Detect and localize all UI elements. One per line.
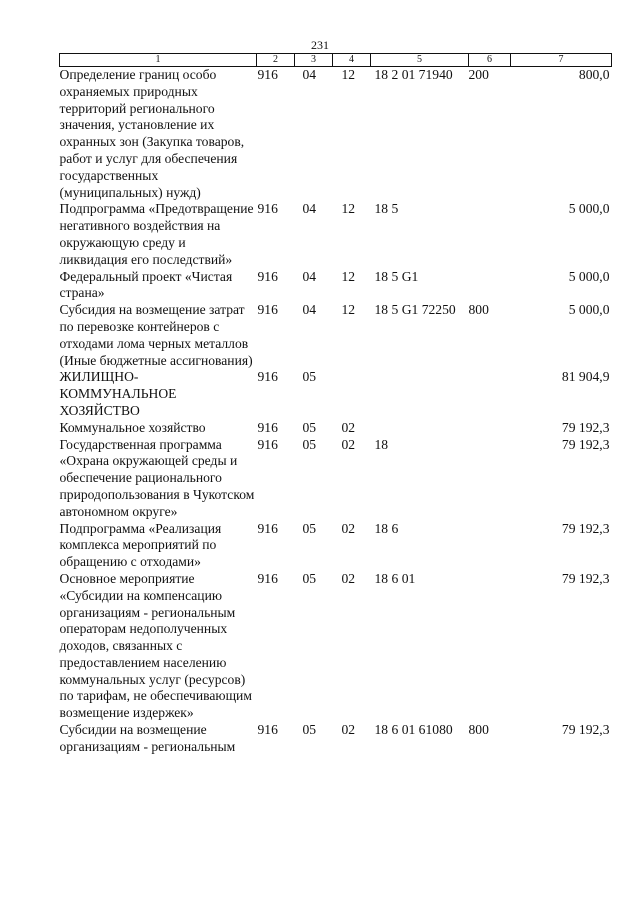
- row-amount: 81 904,9: [561, 369, 610, 385]
- row-amount: 79 192,3: [561, 722, 610, 738]
- row-target-article: 18 5 G1: [374, 268, 419, 284]
- table-row: [60, 269, 612, 303]
- row-section-code: 05: [302, 436, 317, 452]
- row-amount: 79 192,3: [561, 436, 610, 452]
- table-row: [60, 67, 612, 202]
- row-section-code: 05: [302, 520, 317, 536]
- row-expense-type: [469, 437, 511, 521]
- row-expense-type: [469, 369, 511, 419]
- row-expense-type: 800: [468, 722, 489, 738]
- row-target-article: 18 5: [374, 201, 399, 217]
- row-name: Основное мероприятие «Субсидии на компенсацию организациям - региональным операторам недополученных доходов, связанных с предоставлением населению коммунальных услуг (ресурсов) по тарифам, не обеспечивающим возмещение издержек»: [59, 570, 252, 721]
- row-ministry-code: 916: [257, 436, 278, 452]
- row-ministry-code: 916: [257, 419, 278, 435]
- row-name: ЖИЛИЩНО-КОММУНАЛЬНОЕ ХОЗЯЙСТВО: [59, 369, 177, 418]
- row-section-code: 04: [302, 201, 317, 217]
- row-ministry-code: 916: [257, 570, 278, 586]
- row-expense-type: [469, 521, 511, 571]
- row-ministry-code: 916: [257, 302, 278, 318]
- row-subsection-code: 02: [341, 570, 356, 586]
- row-name: Государственная программа «Охрана окружающей среды и обеспечение рационального природопользования в Чукотском автономном округе»: [59, 436, 255, 519]
- row-name: Подпрограмма «Предотвращение негативного воздействия на окружающую среду и ликвидация его последствий»: [59, 201, 254, 267]
- row-name: Федеральный проект «Чистая страна»: [59, 268, 233, 301]
- row-subsection-code: 02: [341, 520, 356, 536]
- row-subsection-code: 02: [341, 722, 356, 738]
- row-section-code: 04: [302, 67, 317, 82]
- column-header: 6: [469, 54, 511, 67]
- row-target-article: 18 2 01 71940: [374, 67, 453, 82]
- row-ministry-code: 916: [257, 268, 278, 284]
- row-section-code: 04: [302, 268, 317, 284]
- row-name: Субсидия на возмещение затрат по перевозке контейнеров с отходами лома черных металлов (Иные бюджетные ассигнования): [59, 302, 253, 368]
- column-header: 5: [371, 54, 469, 67]
- table-row: [60, 369, 612, 419]
- table-row: [60, 302, 612, 369]
- row-subsection-code: 02: [341, 419, 356, 435]
- row-expense-type: 200: [468, 67, 489, 82]
- row-name: Коммунальное хозяйство: [59, 419, 206, 435]
- row-ministry-code: 916: [257, 520, 278, 536]
- row-target-article: 18: [374, 436, 389, 452]
- row-name: Определение границ особо охраняемых природных территорий регионального значения, установление их охранных зон (Закупка товаров, работ и услуг для обеспечения государственных (муниципальных) нужд): [59, 67, 245, 200]
- row-ministry-code: 916: [257, 722, 278, 738]
- row-amount: 79 192,3: [561, 570, 610, 586]
- table-row: [60, 420, 612, 437]
- row-amount: 800,0: [578, 67, 610, 82]
- row-ministry-code: 916: [257, 369, 278, 385]
- row-expense-type: [469, 201, 511, 268]
- row-amount: 79 192,3: [561, 419, 610, 435]
- column-header: 2: [257, 54, 295, 67]
- row-name: Подпрограмма «Реализация комплекса мероприятий по обращению с отходами»: [59, 520, 222, 570]
- table-row: [60, 437, 612, 521]
- row-section-code: 05: [302, 369, 317, 385]
- row-section-code: 05: [302, 419, 317, 435]
- row-expense-type: [469, 571, 511, 722]
- row-amount: 5 000,0: [568, 268, 610, 284]
- table-row: [60, 521, 612, 571]
- row-amount: 79 192,3: [561, 520, 610, 536]
- row-subsection-code: [333, 369, 371, 419]
- table-row: [60, 571, 612, 722]
- row-expense-type: 800: [468, 302, 489, 318]
- row-ministry-code: 916: [257, 201, 278, 217]
- row-subsection-code: 12: [341, 302, 356, 318]
- page-number: 231: [311, 38, 329, 52]
- row-amount: 5 000,0: [568, 302, 610, 318]
- row-subsection-code: 12: [341, 201, 356, 217]
- budget-table: [59, 53, 612, 756]
- row-section-code: 05: [302, 570, 317, 586]
- row-expense-type: [469, 420, 511, 437]
- row-amount: 5 000,0: [568, 201, 610, 217]
- column-header: 1: [60, 54, 257, 67]
- row-section-code: 04: [302, 302, 317, 318]
- row-target-article: [371, 369, 469, 419]
- row-target-article: 18 6 01: [374, 570, 416, 586]
- row-target-article: [371, 420, 469, 437]
- column-header: 4: [333, 54, 371, 67]
- table-row: [60, 722, 612, 756]
- row-target-article: 18 6 01 61080: [374, 722, 453, 738]
- row-subsection-code: 12: [341, 268, 356, 284]
- row-subsection-code: 02: [341, 436, 356, 452]
- row-name: Субсидии на возмещение организациям - региональным: [59, 722, 236, 754]
- column-header: 3: [295, 54, 333, 67]
- row-section-code: 05: [302, 722, 317, 738]
- row-subsection-code: 12: [341, 67, 356, 82]
- row-ministry-code: 916: [257, 67, 278, 82]
- row-target-article: 18 6: [374, 520, 399, 536]
- row-expense-type: [469, 269, 511, 303]
- column-header: 7: [511, 54, 612, 67]
- table-row: [60, 201, 612, 268]
- column-number-header: [60, 54, 612, 67]
- row-target-article: 18 5 G1 72250: [374, 302, 456, 318]
